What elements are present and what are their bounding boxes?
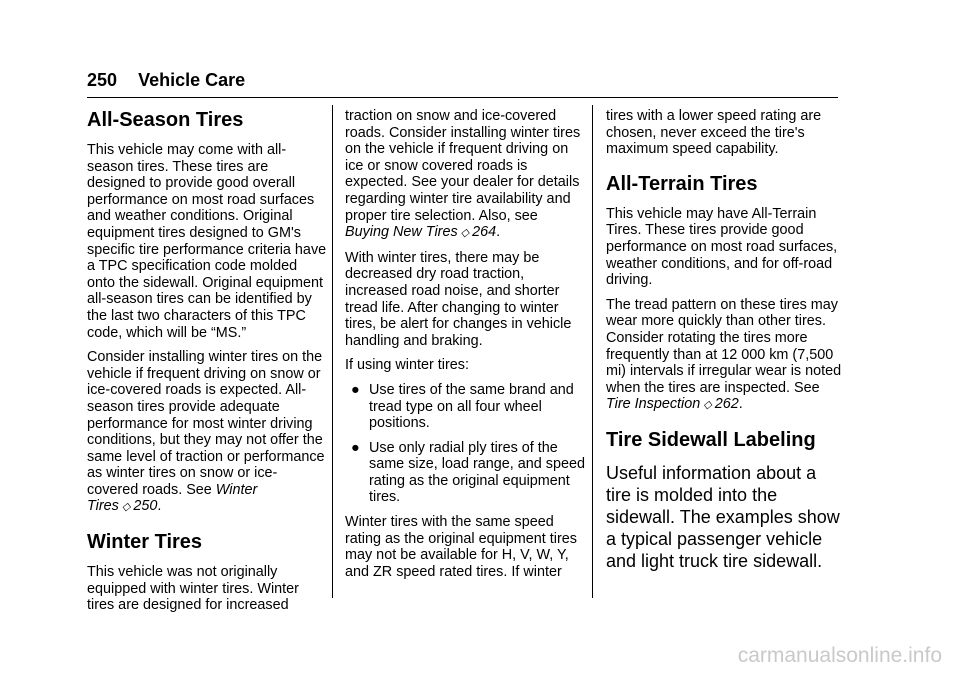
bullet-icon: ●: [351, 439, 360, 456]
paragraph: This vehicle was not originally equipped with winter tires. Winter tires are designed for increased: [87, 564, 299, 614]
xref-page: 264: [472, 224, 497, 241]
page-number: 250: [87, 70, 118, 90]
paragraph-text: The tread pattern on these tires may wear more quickly than other tires. Consider rotating the tires more frequently than at 12 000 km (7,500 mi) intervals if irregular wear is noted when the tires are inspected. See: [606, 296, 842, 396]
column-divider-2: [592, 105, 593, 598]
xref-label: Winter Tires: [87, 481, 258, 515]
paragraph: If using winter tires:: [345, 357, 469, 374]
xref-page: 262: [714, 396, 739, 413]
paragraph: traction on snow and ice-covered roads. Consider installing winter tires on the vehicle if frequent driving on ice or snow covered roads is expected. See your dealer for details regarding winter tire availability and proper tire selection. Also, see Buying New Tires ◇ 264.: [345, 108, 581, 241]
paragraph: With winter tires, there may be decreased dry road traction, increased road noise, and shorter tread life. After changing to winter tires, be alert for changes in vehicle handling and braking.: [345, 249, 572, 349]
paragraph: The tread pattern on these tires may wear more quickly than other tires. Consider rotating the tires more frequently than at 12 000 km (7,500 mi) intervals if irregular wear is noted when the tires are inspected. See Tire Inspection ◇ 262.: [606, 296, 842, 413]
column-2: [345, 108, 585, 588]
heading-all-terrain-tires: All-Terrain Tires: [606, 172, 758, 195]
page-ref-icon: ◇: [121, 501, 131, 514]
xref-page: 250: [133, 498, 158, 515]
watermark: carmanualsonline.info: [737, 644, 942, 667]
paragraph: Winter tires with the same speed rating as the original equipment tires may not be available for H, V, W, Y, and ZR speed rated tires. If winter: [345, 514, 577, 580]
xref-tire-inspection-link[interactable]: [606, 396, 739, 412]
paragraph-lead: Useful information about a tire is molded into the sidewall. The examples show a typical passenger vehicle and light truck tire sidewall.: [606, 462, 840, 571]
paragraph: tires with a lower speed rating are chosen, never exceed the tire's maximum speed capability.: [606, 108, 822, 158]
paragraph: This vehicle may have All-Terrain Tires. These tires provide good performance on most road surfaces, weather conditions, and for off-road driving.: [606, 205, 838, 289]
xref-buying-new-tires-link[interactable]: [345, 224, 496, 240]
page-header: [87, 70, 245, 91]
list-item: [345, 382, 585, 432]
heading-all-season-tires: All-Season Tires: [87, 109, 244, 131]
paragraph-text: traction on snow and ice-covered roads. Consider installing winter tires on the vehicle if frequent driving on ice or snow covered roads is expected. See your dealer for details regarding winter tire availability and proper tire selection. Also, see: [345, 108, 581, 224]
bullet-icon: ●: [351, 381, 360, 398]
page-ref-icon: ◇: [460, 227, 470, 240]
paragraph: Consider installing winter tires on the vehicle if frequent driving on snow or ice-covered roads is expected. All-season tires provide adequate performance for most winter driving conditions, but they may not offer the same level of traction or performance as winter tires on snow or ice-covered roads. See Winter Tires ◇ 250.: [87, 349, 325, 515]
list-item-text: Use tires of the same brand and tread type on all four wheel positions.: [369, 381, 574, 432]
column-1: [87, 108, 327, 622]
column-3: [606, 108, 846, 580]
page-ref-icon: ◇: [703, 399, 712, 412]
heading-tire-sidewall-labeling: Tire Sidewall Labeling: [606, 428, 816, 451]
header-rule: [87, 97, 838, 98]
list-item: [345, 440, 585, 506]
heading-winter-tires: Winter Tires: [87, 531, 203, 554]
list-item-text: Use only radial ply tires of the same size, load range, and speed rating as the original equipment tires.: [369, 439, 586, 506]
paragraph-text: Consider installing winter tires on the vehicle if frequent driving on snow or ice-covered roads is expected. All-season tires provide adequate performance for most winter driving conditions, but they may not offer the same level of traction or performance as winter tires on snow or ice-covered roads. See: [87, 349, 325, 498]
xref-label: Buying New Tires: [345, 224, 458, 241]
column-divider-1: [332, 105, 333, 598]
xref-label: Tire Inspection: [606, 396, 701, 413]
section-title: Vehicle Care: [138, 70, 246, 90]
paragraph: This vehicle may come with all-season tires. These tires are designed to provide good overall performance on most road surfaces and weather conditions. Original equipment tires designed to GM's specific tire performance criteria have a TPC specification code molded onto the sidewall. Original equipment all-season tires can be identified by the last two characters of this TPC code, which will be “MS.”: [87, 142, 327, 341]
